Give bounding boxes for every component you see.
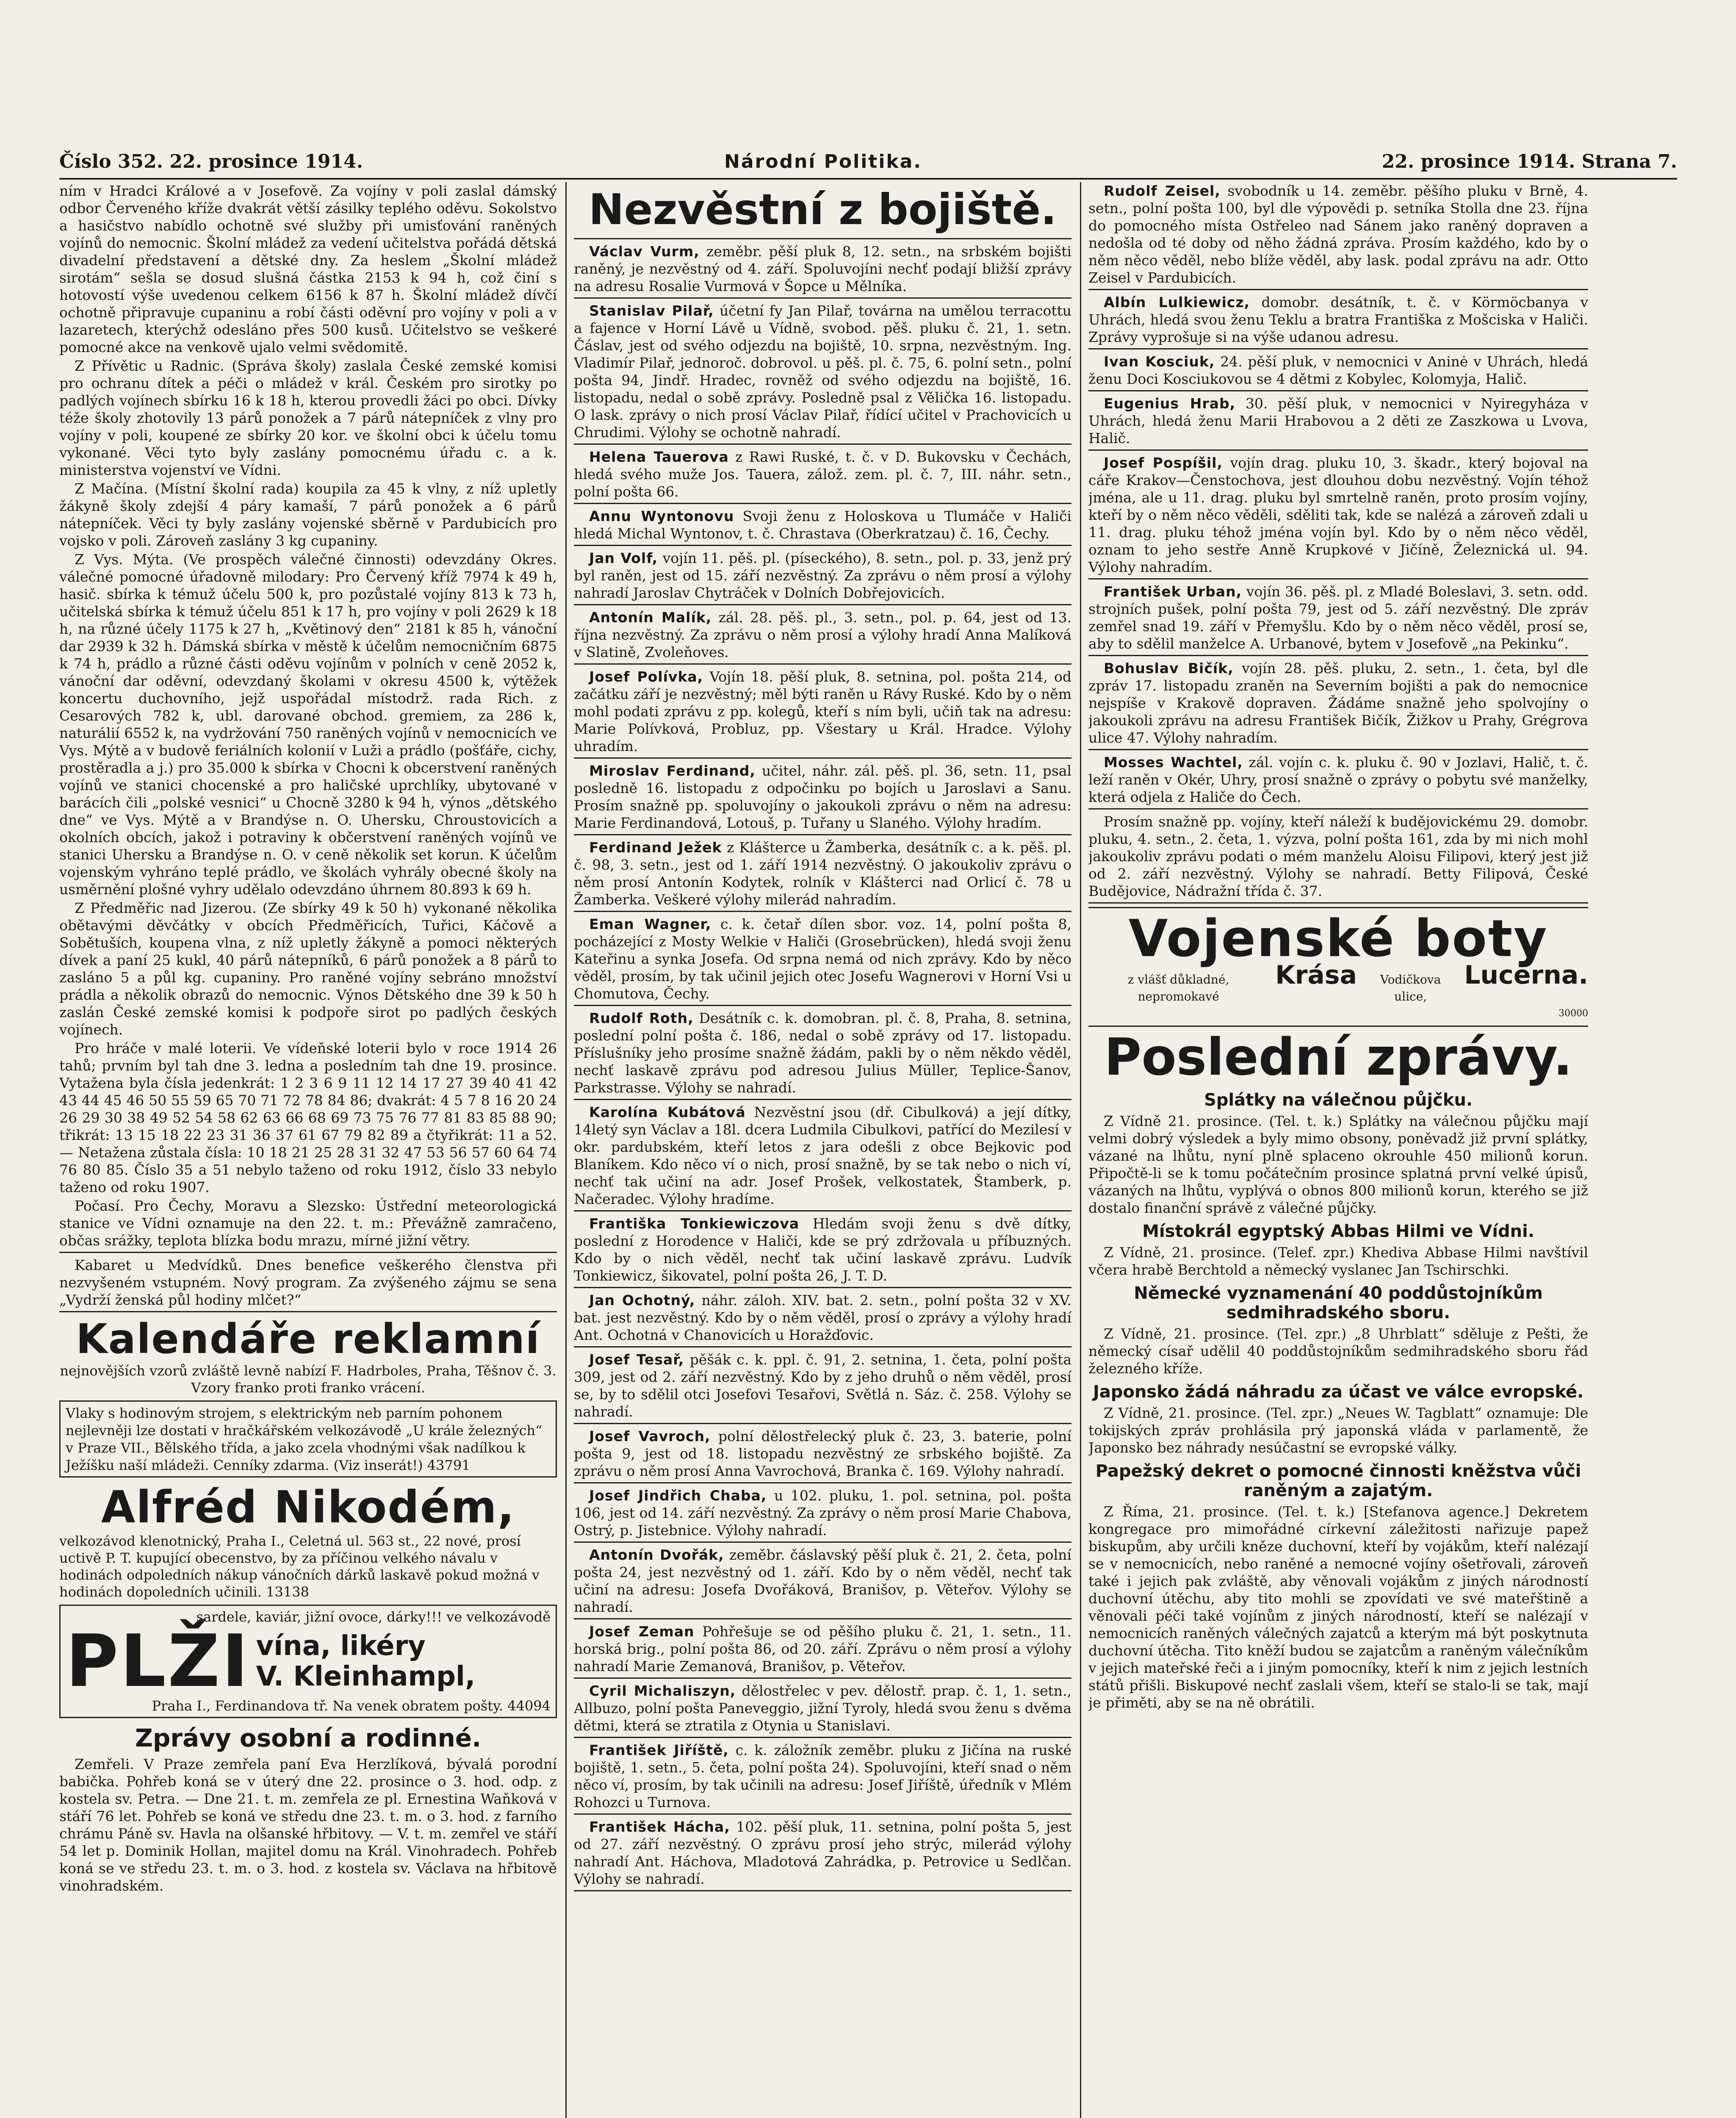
- entry-text: 102. pěší pluk, 11. setnina, polní pošta 5, jest od 27. září nezvěstný. O zprávu prosí jeho strýc, milerád výlohy nahradí Ant. Háchova, Mladotová Zahrádka, p. Petrovice u Sedlčan. Výlohy se nahradí.: [574, 1819, 1072, 1887]
- ad-plzi: [59, 1605, 557, 1718]
- person-name: Josef Jindřich Chaba,: [589, 1487, 767, 1504]
- page-number: 22. prosince 1914. Strana 7.: [1382, 151, 1677, 172]
- entry-text: zál. 28. pěš. pl., 3. setn., pol. p. 64, jest od 13. října nezvěstný. Za zprávu o něm prosí a výlohy hradí Anna Malíková v Slatině, Zvoleňoves.: [574, 609, 1072, 660]
- entry-text: polní dělostřelecký pluk č. 23, 3. baterie, polní pošta 9, jest od 18. listopadu nezvěstný ze srbského bojiště. Za zprávu o něm prosí Anna Vavrochová, Branka č. 169. Výlohy nahradí.: [574, 1428, 1072, 1479]
- separator: [1088, 808, 1588, 809]
- person-name: Annu Wyntonovu: [589, 508, 734, 524]
- ad-nikodem-text: velkozávod klenotnický, Praha I., Celetná ul. 563 st., 22 nové, prosí uctivě P. T. kupující obecenstvo, by za příčinou velkého návalu v hodinách odpoledních nákup vánočních dárků laskavě pokud možná v hodinách dopoledních učinili. 13138: [59, 1533, 540, 1600]
- person-name: Eugenius Hrab,: [1104, 395, 1236, 412]
- separator: [574, 444, 1072, 445]
- ad-plzi-goods: sardele, kaviár, jižní ovoce, dárky!!! ve velkozávodě: [196, 1609, 551, 1625]
- entry-text: 24. pěší pluk, v nemocnici v Aninė v Uhrách, hledá ženu Doci Kosciukovou se 4 dětmi z Kobylec, Kolomyja, Halič.: [1088, 353, 1588, 387]
- ad-boty-title: Vojenské boty: [1128, 909, 1548, 968]
- article-paragraph: Z Vys. Mýta. (Ve prospěch válečné činnosti) odevzdány Okres. válečné pomocné úřadovně milodary: Pro Červený kříž 7974 k 49 h, hasič. sbírka k témuž účelu 500 k, pro pozůstalé vojíny 813 k 73 h, učitelská sbírka k témuž účelu 851 k 17 h, pro vojíny v poli 2629 k 18 h, na různé účely 1175 k 27 h, „Květinový den“ 2181 k 85 h, vánoční dar 2939 k 32 h. Dámská sbírka v městě k účelům nemocničním 6875 k 74 h, prádlo a různé části oděvu vojínům v polních v ceně 2052 k, vánoční dar oděvní, odevzdaný školami v okresu 4500 k, výtěžek koncertu duchovního, jejž uspořádal místodrž. rada Rich. z Cesarových 782 k, ubl. darované obchod. gremiem, za 286 k, naturálií 6552 k, na vydržování 750 raněných vojínů v nemocnicích ve Vys. Mýtě a v budově feriálních kolonií v Luži a prádlo (pošťáře, cichy, prostěradla a j.) pro 35.000 k sbírka v Chocni k obcerstvení raněných vojínů ve stanici chocenské a pro haličské uprchlíky, ubytované v barácích čili „polské vesnici“ u Chocně 3280 k 94 h, výnos „dětského dne“ ve Vys. Mýtě a v Brandýse n. O. Uhersku, Chroustovicích a okolních obcích, jakož i potraviny k občerstvení raněných vojínů ve stanici Uhersku a Brandýse n. O. v ceně několik set korun. K účelům vojenským vyhráno teplé prádlo, ve školách vyhrály obecné školy na usměrnění plošné vyhry udělalo odevzdáno úhrnem 80.893 k 69 h.: [59, 551, 557, 898]
- missing-person-entry: [574, 1009, 1072, 1096]
- person-name: Josef Pospíšil,: [1104, 455, 1223, 471]
- entry-text: dělostřelec v pev. dělostř. prap. č. 1, 1. setn., Allbuzo, polní pošta Paneveggio, jižní Tyroly, hledá svou ženu s dvěma dětmi, která se ztratila z Otynia u Stanislavi.: [574, 1683, 1072, 1734]
- missing-person-entry: [574, 609, 1072, 661]
- separator: [574, 1423, 1072, 1424]
- posledni-zpravy-title: Poslední zprávy.: [1104, 1028, 1573, 1087]
- separator: [1088, 749, 1588, 750]
- entry-text: zeměbr. pěší pluk 8, 12. setn., na srbském bojišti raněný, je nezvěstný od 4. září. Spoluvojíni nechť podají bližší zprávy na adresu Rosalie Vurmová v Šopce u Mělníka.: [574, 243, 1072, 294]
- article-paragraph: Z Přívětic u Radnic. (Správa školy) zaslala České zemské komisi pro ochranu dítek a péči o mládež v král. Českém pro sirotky po padlých vojínech sbírku 16 k 18 h, kterou provedli žáci po obci. Dívky téže školy zhotovily 13 párů ponožek a 7 párů nátepníček z vlny pro vojíny v poli, koupené ze sbírky 20 kor. ve školní obci k účelu tomu vykonané. Věci tyto byly zaslány pomocnému úřadu c. a k. ministerstva vojenství ve Vídni.: [59, 358, 557, 478]
- news-text: Z Vídně, 21. prosince. (Tel. zpr.) „Neues W. Tagblatt“ oznamuje: Dle tokijských zpráv prohlásila prý japonská vláda v parlamentě, že Japonsko bez náhrady nesúčastní se evropské války.: [1088, 1405, 1588, 1456]
- article-paragraph: ním v Hradci Králové a v Josefově. Za vojíny v poli zaslal dámský odbor Červeného kříže dvakrát větší zásilky teplého oděvu. Sokolstvo a hasičstvo nabídlo ochotně své služby při umisťování raněných vojínů do nemocnic. Školní mládež za vedení učitelstva pořádá dětská divadelní představení a dětské dny. Za heslem „Školní mládež sirotám“ sešla se dosud slušná částka 2153 k 94 h, což činí s hotovostí výše uvedenou celkem 6156 k 87 h. Školní mládež dívčí ochotně připravuje cupaninu a robí části oděvní pro vojíny v poli a v lazaretech, kterýchž odesláno přes 500 kusů. Učitelstvo se veškeré pomocné akce na venkově ujalo velmi svědomitě.: [59, 183, 557, 355]
- news-text: Z Vídně, 21. prosince. (Telef. zpr.) Khediva Abbase Hilmi navštívil včera hrabě Berchtold a německý vyslanec Jan Tschirschki.: [1088, 1244, 1588, 1278]
- missing-person-entry: [574, 762, 1072, 832]
- missing-person-entry: [1088, 813, 1588, 900]
- masthead: Národní Politika.: [724, 151, 922, 172]
- person-name: Albín Lulkiewicz,: [1104, 294, 1250, 310]
- column-1: [59, 182, 557, 2118]
- separator: [574, 503, 1072, 504]
- ad-plzi-addr: Praha I., Ferdinandova tř. Na venek obratem pošty. 44094: [152, 1698, 551, 1714]
- entry-text: c. k. četař dílen sbor. voz. 14, polní pošta 8, pocházející z Mosty Welkie v Haliči (Grosebrücken), hledá svoji ženu Kateřinu a synka Josefa. Od srpna nemá od nich zprávy. Kdo by něco věděl, prosím, by tak učinil jejich otec Josefu Wagnerovi v Horní Vsi u Chomutova, Čechy.: [574, 916, 1072, 1002]
- ad-kalendare: [59, 1316, 557, 1396]
- separator: [59, 1252, 557, 1253]
- missing-person-entry: [574, 1292, 1072, 1344]
- person-name: Josef Tesař,: [589, 1351, 684, 1368]
- missing-person-entry: [574, 1215, 1072, 1284]
- person-name: Mosses Wachtel,: [1104, 754, 1243, 771]
- missing-person-entry: [574, 1103, 1072, 1208]
- article-paragraph: Počasí. Pro Čechy, Moravu a Slezsko: Ústřední meteorologická stanice ve Vídni oznamuje na den 22. t. m.: Převážně zamračeno, občas srážky, teplota blízka bodu mrazu, mírné jižní větry.: [59, 1198, 557, 1249]
- person-name: Miroslav Ferdinand,: [589, 762, 756, 779]
- missing-person-entry: [574, 507, 1072, 542]
- ad-plzi-row: [66, 1619, 551, 1703]
- news-headline: Papežský dekret o pomocné činnosti kněžstva vůči raněným a zajatým.: [1095, 1461, 1581, 1500]
- missing-person-entry: [1088, 660, 1588, 746]
- missing-person-entry: [574, 1351, 1072, 1420]
- person-name: František Jiříště,: [589, 1742, 729, 1758]
- entry-text: Pohřešuje se od pěšího pluku č. 21, 1. setn., 11. horská brig., polní pošta 86, od 20. září. Zprávu o něm prosí a výlohy nahradí Marie Zemanová, Branišov, p. Věteřov.: [574, 1623, 1072, 1674]
- ad-boty-vod: Vodičkova ulice,: [1380, 973, 1441, 1004]
- missing-person-entry: [574, 1487, 1072, 1539]
- person-name: Ivan Kosciuk,: [1104, 353, 1215, 370]
- article-paragraph: Z Předměřic nad Jizerou. (Ze sbírky 49 k 50 h) vykonané několika obětavými děvčátky v obcích Předměřicích, Tuřici, Káčově a Sobětuších, koupena vlna, z níž upletly žákyně a pomoci některých dívek a paní 25 kukl, 40 párů nátepníků, 6 párů ponožek a 8 párů to zasláno 5 a půl kg. cupaniny. Pro raněné vojíny sebráno množství prádla a několik obrazů do nemocnic. Výnos Dětského dne 39 k 50 h zaslán České zemské komisi k podpoře sirot po padlých českých vojínech.: [59, 900, 557, 1038]
- person-name: Bohuslav Bičík,: [1104, 660, 1234, 676]
- missing-person-entry: [1088, 353, 1588, 388]
- entry-text: Svoji ženu z Holoskova u Tlumáče v Haliči hledá Michal Wyntonov, t. č. Chrastava (Oberkratzau) č. 16, Čechy.: [574, 508, 1072, 542]
- person-name: Stanislav Pilař,: [589, 302, 714, 319]
- separator: [1088, 578, 1588, 579]
- missing-person-entry: [1088, 182, 1588, 286]
- separator: [574, 1737, 1072, 1738]
- missing-person-entry: [574, 243, 1072, 295]
- entry-text: učitel, náhr. zál. pěš. pl. 36, setn. 11, psal posledně 16. listopadu z odpočinku po bojích u Jaroslavi a Sanu. Prosím snažně pp. spoluvojíny o jakoukoli zprávu o něm na adresu: Marie Ferdinandová, Lotouš, p. Tuřany u Slaného. Výlohy hradím.: [574, 762, 1072, 831]
- ad-vlaky: [59, 1400, 557, 1478]
- person-name: Josef Zeman: [589, 1623, 695, 1640]
- news-headline: Německé vyznamenání 40 poddůstojníkům sedmihradského sboru.: [1134, 1284, 1543, 1322]
- article-paragraph: Z Mačína. (Místní školní rada) koupila za 45 k vlny, z níž upletly žákyně školy zdejší 4 páry kamaší, 7 párů ponožek a 6 párů nátepníček. Věci ty byly zaslány vojenské sběrně v Pardubicích pro vojsko v poli. Zároveň zaslány 3 kg cupaniny.: [59, 480, 557, 549]
- person-name: Karolína Kubátová: [589, 1104, 746, 1120]
- missing-person-entry: [574, 915, 1072, 1002]
- entry-text: vojín 36. pěš. pl. z Mladé Boleslavi, 3. setn. odd. strojních pušek, polní pošta 79, jest od 5. září nezvěstný. Dle zpráv zemřel snad 19. září v Přemyšlu. Kdo by o něm něco věděl, prosí se, aby to sdělil manželce A. Urbanové, bytem v Josefově „na Pekinku“.: [1088, 583, 1588, 652]
- separator: [1088, 907, 1588, 908]
- separator: [574, 1005, 1072, 1006]
- missing-person-entry: [574, 549, 1072, 602]
- missing-person-entry: [574, 1818, 1072, 1888]
- separator: [574, 297, 1072, 299]
- entry-text: vojín 11. pěš. pl. (píseckého), 8. setn., pol. p. 33, jenž prý byl raněn, jest od 15. září nezvěstný. Za zprávu o něm prosí a výlohy nahradí Jaroslav Chytráček v Dolních Dobřejovicích.: [574, 550, 1072, 601]
- separator: [574, 1677, 1072, 1679]
- separator: [574, 1618, 1072, 1619]
- missing-person-entry: [574, 839, 1072, 908]
- ad-kalendare-title: Kalendáře reklamní: [76, 1315, 540, 1363]
- column-divider-2: [1080, 182, 1081, 2118]
- separator: [574, 663, 1072, 665]
- separator: [574, 911, 1072, 912]
- entry-text: svobodník u 14. zeměbr. pěšího pluku v Brně, 4. setn., polní pošta 100, byl dle výpovědi p. setníka Stolla dne 23. října do pomocného místa Ostřeleo nad Sánem jako raněný dopraven a nedošla od té doby od něho žádná zpráva. Prosím každého, kdo by o něm něco věděl, nebo blíže věděl, aby lask. podal zprávu na adr. Otto Zeisel v Pardubicích.: [1088, 183, 1588, 286]
- missing-person-entry: [574, 668, 1072, 755]
- separator: [574, 1541, 1072, 1543]
- entry-text: Nezvěstní jsou (dř. Cibulková) a její dítky, 14letý syn Václav a 18l. dcera Ludmila Cibulkovi, patřící do Mezilesí v okr. pardubském, kteří letos z jara odešli z obce Bejkovic pod Blaníkem. Kdo něco ví o nich, prosí snažně, by se tak nebo o nich ví, nechť tak učiní na adr. Josef Prošek, velkostatek, Štamberk, p. Načeradec. Výlohy hradíme.: [574, 1104, 1072, 1207]
- missing-person-entry: [574, 1546, 1072, 1616]
- header-rule: [59, 178, 1677, 180]
- missing-person-entry: [574, 1682, 1072, 1734]
- ad-boty-krasa: Krása: [1275, 960, 1357, 990]
- ad-plzi-name: V. Kleinhampl,: [256, 1661, 476, 1692]
- missing-person-entry: [574, 1741, 1072, 1811]
- page-header: [59, 151, 1677, 180]
- separator: [1088, 1026, 1588, 1027]
- entry-text: Prosím snažně pp. vojíny, kteří náleží k budějovickému 29. domobr. pluku, 4. setn., 2. četa, 1. výzva, polní pošta 161, zda by mi nich mohl jakoukoliv zprávu podati o mém manželu Aloisu Filipovi, který jest již od 2. září nezvěstný. Výlohy se nahradí. Betty Filipová, České Budějovice, Nádražní třída č. 37.: [1088, 813, 1588, 899]
- separator: [1088, 655, 1588, 656]
- person-name: Antonín Dvořák,: [589, 1547, 724, 1563]
- ad-boty-row: [1088, 960, 1588, 1005]
- column-2: [574, 182, 1072, 2118]
- article-paragraph: Pro hráče v malé loterii. Ve vídeňské loterii bylo v roce 1914 26 tahů; prvním byl tah dne 3. ledna a posledním tah dne 19. prosince. Vytažena byla čísla jedenkrát: 1 2 3 6 9 11 12 14 17 27 39 40 41 42 43 44 45 46 50 55 59 65 70 71 72 78 84 86; dvakrát: 4 5 7 8 16 20 24 26 29 30 38 49 52 54 58 62 63 66 68 69 73 75 76 77 81 83 85 88 90; třikrát: 13 15 18 22 23 31 36 37 61 67 79 82 89 a čtyřikrát: 11 a 52. — Netažena zůstala čísla: 10 18 21 25 28 31 32 47 53 56 57 60 64 74 76 80 85. Číslo 35 a 51 nebylo taženo od roku 1912, číslo 33 nebylo taženo od roku 1907.: [59, 1040, 557, 1195]
- person-name: František Urban,: [1104, 583, 1242, 600]
- separator: [574, 1813, 1072, 1815]
- person-name: Ferdinand Ježek: [589, 839, 722, 856]
- entry-text: náhr. záloh. XIV. bat. 2. setn., polní pošta 32 v XV. bat. jest nezvěstný. Kdo by o něm věděl, prosí o zprávy a výlohy hradí Ant. Ochotná v Chanovicích u Horažďovic.: [574, 1292, 1072, 1343]
- ad-nikodem: [59, 1482, 557, 1600]
- news-headline: Japonsko žádá náhradu za účast ve válce evropské.: [1093, 1382, 1584, 1402]
- person-name: Helena Tauerova: [589, 449, 729, 465]
- entry-text: vojín 28. pěš. pluku, 2. setn., 1. četa, byl dle zpráv 17. listopadu zraněn na Severním bojišti a pak do nemocnice nejspíše v Krakově dopraven. Žádáme snažně jeho spolvojíny o jakoukoli zprávu na adresu František Bičík, Žižkov u Prahy, Grégrova ulice 47. Výlohy nahradím.: [1088, 660, 1588, 746]
- news-text: Z Vídně 21. prosince. (Tel. t. k.) Splátky na válečnou půjčku mají velmi dobrý výsledek a byly mimo obsony, poněvadž již první splátky, vázané na lhůtu, nyní plně splaceno okrouhle 450 milionů korun. Připočtě-li se k tomu počátečním prosince splatná první velké úpisů, vázaných na lhůtu, vyplývá o obnos 800 milionů korun, kterého se již dostalo finanční správě z válečné půjčky.: [1088, 1113, 1588, 1216]
- separator: [1088, 390, 1588, 391]
- ad-plzi-wine: vína, likéry: [256, 1630, 426, 1662]
- entry-text: z Rawi Ruské, t. č. v D. Bukovsku v Čechách, hledá svého muže Jos. Tauera, zálož. zem. pl. č. 7, III. náhr. setn., polní pošta 66.: [574, 449, 1072, 500]
- issue-number: Číslo 352. 22. prosince 1914.: [59, 151, 363, 172]
- ad-plzi-big: PLŽI: [66, 1619, 250, 1703]
- ad-boty-lucerna: Lucerna.: [1464, 960, 1588, 990]
- entry-text: vojín drag. pluku 10, 3. škadr., který bojoval na cáře Krakov—Čenstochova, jest dlouhou dobu nezvěstný. Vojín téhož jména, ale u 11. drag. pluku byl smrtelně raněn, proto prosím vojíny, kteří by o něm něco věděli, sděliti tak, kde se nalézá a zároveň zdali u 11. drag. pluku téhož jména vojín byl. Kdo by o něm něco věděl, oznam to jeho sestře Anně Krupkové v Jičíně, Železnická ul. 94. Výlohy nahradím.: [1088, 455, 1588, 575]
- entry-text: c. k. záložník zeměbr. pluku z Jičína na ruské bojiště, 1. setn., 5. četa, polní pošta 24). Spoluvojíni, kteří snad o něm něco ví, prosím, by tak učinili na adresu: Josef Jiříště, úředník v Mlém Rohozci u Turnova.: [574, 1742, 1072, 1810]
- ad-kalendare-text: nejnovějších vzorů zvláště levně nabízí F. Hadrboles, Praha, Těšnov č. 3. Vzory franko proti franko vrácení.: [60, 1363, 557, 1396]
- zpravy-text: Zemřeli. V Praze zemřela paní Eva Herzlíková, bývalá porodní babička. Pohřeb koná se v úterý dne 22. prosince o 3. hod. odp. z kostela sv. Petra. — Dne 21. t. m. zemřela ze pl. Ernestina Waňková v stáří 76 let. Pohřeb se koná ve středu dne 23. t. m. o 3. hod. z farního chrámu Páně sv. Havla na olšanské hřbitovy. — V. t. m. zemřel ve stáří 54 let p. Dominik Hollan, majitel domu na Král. Vinohradech. Pohřeb koná se ve středu 23. t. m. o 3. hod. z kostela sv. Václava na hřbitově vinohradském.: [59, 1756, 557, 1894]
- ad-nikodem-title: Alfréd Nikodém,: [101, 1481, 515, 1533]
- separator: [574, 1346, 1072, 1347]
- person-name: Jan Volf,: [589, 550, 658, 566]
- person-name: Cyril Michaliszyn,: [589, 1683, 736, 1699]
- separator: [574, 1099, 1072, 1100]
- person-name: Rudolf Roth,: [589, 1010, 694, 1026]
- separator: [1088, 289, 1588, 290]
- entry-text: Hledám svoji ženu s dvě dítky, poslední z Horodence v Haliči, kde se prý zdržovala u příbuzných. Kdo by o nich věděl, nechť tak učiní laskavě zprávu. Ludvík Tonkiewicz, šikovatel, polní pošta 26, J. T. D.: [574, 1215, 1072, 1284]
- separator: [574, 1210, 1072, 1211]
- column-3: [1088, 182, 1588, 2118]
- separator: [574, 1890, 1072, 1891]
- person-name: Václav Vurm,: [589, 243, 700, 260]
- person-name: Antonín Malík,: [589, 609, 712, 626]
- news-headline: Místokrál egyptský Abbas Hilmi ve Vídni.: [1142, 1222, 1534, 1241]
- missing-person-entry: [1088, 294, 1588, 346]
- person-name: Františka Tonkiewiczova: [589, 1215, 800, 1232]
- missing-person-entry: [1088, 583, 1588, 652]
- ad-plzi-detail: [256, 1631, 475, 1692]
- person-name: Rudolf Zeisel,: [1104, 183, 1221, 199]
- zpravy-title: Zprávy osobní a rodinné.: [135, 1724, 482, 1752]
- separator: [1088, 449, 1588, 451]
- separator: [1088, 902, 1588, 904]
- ad-boty-code: 30000: [1559, 1008, 1588, 1019]
- nezvestni-list-cont: [1088, 182, 1588, 904]
- entry-text: u 102. pluku, 1. pol. setnina, pol. pošta 106, jest od 14. září nezvěstný. Za zprávy o něm prosí Marie Chabova, Ostrý, p. Jistebnice. Výlohy nahradí.: [574, 1487, 1072, 1539]
- separator: [574, 834, 1072, 835]
- person-name: Jan Ochotný,: [589, 1292, 695, 1309]
- nezvestni-title: Nezvěstní z bojiště.: [588, 185, 1057, 234]
- missing-person-entry: [1088, 454, 1588, 576]
- separator: [574, 757, 1072, 759]
- entry-text: domobr. desátník, t. č. v Körmöcbanya v Uhrách, hledá svou ženu Teklu a bratra Františka z Mošciska v Haliči. Zprávy vyprošuje si na výše udanou adresu.: [1088, 294, 1588, 345]
- missing-person-entry: [1088, 754, 1588, 806]
- ad-vojenske-boty: [1088, 909, 1588, 1022]
- entry-text: pěšák c. k. ppl. č. 91, 2. setnina, 1. četa, polní pošta 309, jest od 2. září nezvěstný. Kdo by z jeho druhů o něm věděl, prosí se, by to sdělil otci Josefovi Tesařovi, Světlá n. Sáz. č. 258. Výlohy se nahradí.: [574, 1351, 1072, 1420]
- news-list: [1088, 1090, 1588, 1711]
- entry-text: 30. pěší pluk, v nemocnici v Nyiregyháza v Uhrách, hledá ženu Marii Hrabovou a 2 děti ze Zaszkowa u Lvova, Halič.: [1088, 395, 1588, 446]
- separator: [574, 238, 1072, 239]
- missing-person-entry: [574, 1428, 1072, 1480]
- separator: [574, 1482, 1072, 1483]
- ad-vlaky-text: Vlaky s hodinovým strojem, s elektrickým neb parním pohonem nejlevněji lze dostati v hračkářském velkozávodě „U krále železných“ v Praze VII., Bělského třída, a jako zcela vhodnými však nadílkou k Ježíšku naší mládeži. Cenníky zdarma. (Viz inserát!) 43791: [66, 1405, 543, 1473]
- person-name: Josef Vavroch,: [589, 1428, 711, 1444]
- missing-person-entry: [1088, 395, 1588, 447]
- entry-text: zeměbr. čáslavský pěší pluk č. 21, 2. četa, polní pošta 24, jest nezvěstný od 1. září. Kdo by o něm věděl, nechť tak učiní na adresu: Josefa Dvořáková, Branišov, p. Věteřov. Výlohy se nahradí.: [574, 1547, 1072, 1615]
- news-text: Z Vídně, 21. prosince. (Tel. zpr.) „8 Uhrblatt“ sděluje z Pešti, že německý císař udělil 40 poddůstojníkům sedmihradského sboru řád železného kříže.: [1088, 1325, 1588, 1377]
- person-name: Josef Polívka,: [589, 668, 703, 685]
- separator: [574, 1287, 1072, 1288]
- separator: [574, 545, 1072, 546]
- missing-person-entry: [574, 1623, 1072, 1675]
- entry-text: z Klášterce u Žamberka, desátník c. a k. pěš. pl. č. 98, 3. setn., jest od 1. září 1914 nezvěstný. O jakoukoliv zprávu o něm prosí Antonín Kodytek, rolník v Klášterci nad Orlicí č. 78 u Žamberka. Veškeré výlohy milerád nahradím.: [574, 839, 1072, 908]
- separator: [59, 1311, 557, 1312]
- entry-text: účetní fy Jan Pilař, továrna na umělou terracottu a fajence v Horní Lávě u Vídně, svobod. pěš. pluku č. 21, 1. setn. Čáslav, jest od svého odjezdu na bojiště, 10. srpna, nezvěstným. Ing. Vladimír Pilař, jednoroč. dobrovol. u pěš. pl. č. 75, 6. polní setn., polní pošta 94, Jindř. Hradec, rovněž od svého odjezdu na bojiště, 16. listopadu, nedal o sobě zprávy. Posledně psal z Vělička 16. listopadu. O lask. zprávy o nich prosí Václav Pilař, řídící učitel v Prachovicích u Chrudimi. Výlohy se ochotně nahradí.: [574, 302, 1072, 441]
- missing-person-entry: [574, 302, 1072, 441]
- ad-boty-left: z vlášť důkladné, nepromokavé: [1127, 973, 1229, 1004]
- separator: [1088, 348, 1588, 349]
- entry-text: Desátník c. k. domobran. pl. č. 8, Praha, 8. setnina, poslední polní pošta č. 186, nedal o sobě zprávy od 17. listopadu. Příslušníky jeho prosíme snažně žádám, pakli by o něm někdo věděl, nechť laskavě zprávu pod adresou Julius Müller, Teplice-Šanov, Parkstrasse. Výlohy se nahradí.: [574, 1010, 1072, 1096]
- person-name: František Hácha,: [589, 1819, 730, 1835]
- separator: [574, 604, 1072, 605]
- article-paragraph: Kabaret u Medvídků. Dnes benefice veškerého členstva při nezvyšeném vstupném. Nový program. Za zvýšeného zájmu se sena „Vydrží ženská půl hodiny mlčet?“: [59, 1257, 557, 1308]
- news-headline: Splátky na válečnou půjčku.: [1204, 1090, 1473, 1110]
- missing-person-entry: [574, 448, 1072, 500]
- nezvestni-list: [574, 243, 1072, 1891]
- person-name: Eman Wagner,: [589, 916, 712, 932]
- entry-text: zál. vojín c. k. pluku č. 90 v Jozlavi, Halič, t. č. leží raněn v Okér, Uhry, prosí snažně o zprávy o pobytu své manželky, která odjela z Haliče do Čech.: [1088, 754, 1588, 805]
- column-divider-1: [565, 182, 567, 2118]
- news-text: Z Říma, 21. prosince. (Tel. t. k.) [Stefanova agence.] Dekretem kongregace pro mimořádné církevní záležitosti nařizuje papež biskupům, aby určili kněze duchovní, kteří by vojákům, kteří nalézají se v nemocnicích, nebo raněné a nemocné vojíny ošetřovali, zároveň také i jejich pak zvláště, aby věnovali vojákům z jiných národností duchovní útěchu, aby tito mohli se zpovídati ve své mateřštině a věnovali péči také vojínům z jiných národností, kteří se nalézají v nemocnicích raněných válečných zajatců a kterým má být poskytnuta duchovní útěcha. Tito kněží budou se zajatcům a raněným válečníkům v jejich mateřské řeči a i jiným pomocníky, kteří k nim z jejich lestních států přišli. Biskupové nechť zaslali všem, kteří se stalo-li se tak, mají je přiměti, aby se na ně obrátili.: [1088, 1503, 1588, 1711]
- entry-text: Vojín 18. pěší pluk, 8. setnina, pol. pošta 214, od začátku září je nezvěstný; měl býti raněn u Rávy Ruské. Kdo by o něm mohl podati zprávu z pp. kolegů, kteří s ním byli, učiň tak na adresu: Marie Polívková, Probluz, pp. Všestary u Král. Hradce. Výlohy uhradím.: [574, 668, 1072, 754]
